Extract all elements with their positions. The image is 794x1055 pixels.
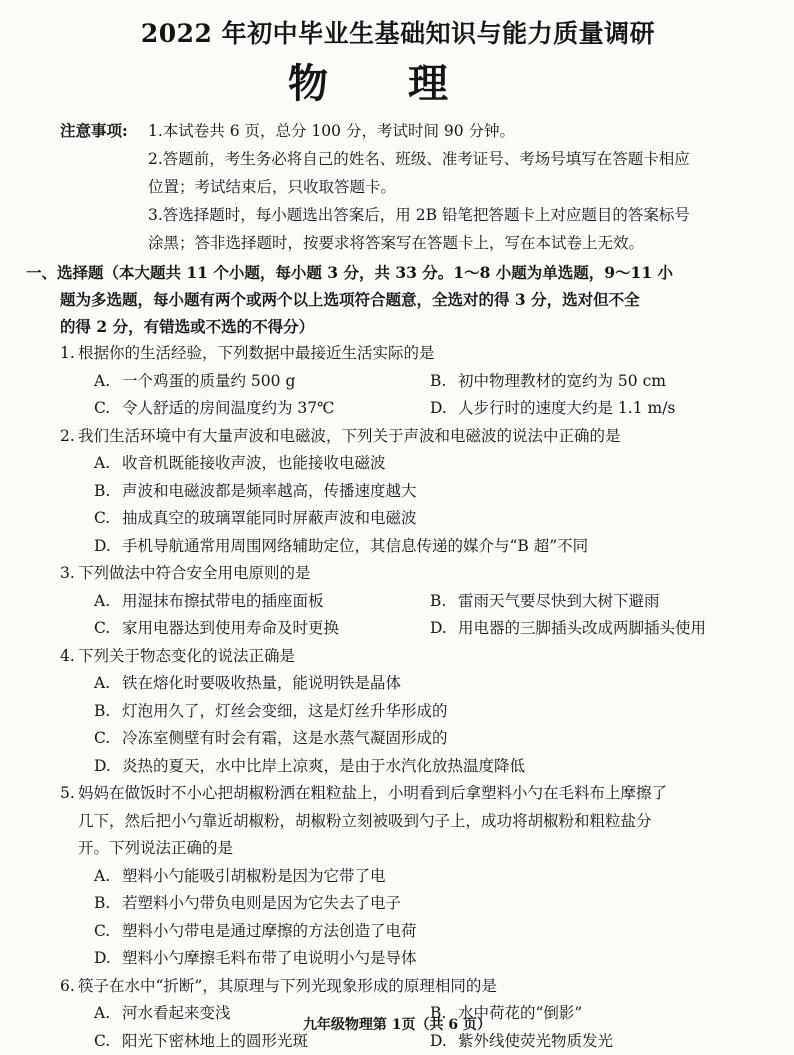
question-5 xyxy=(60,780,766,973)
option-d: D. 手机导航通常用周围网络辅助定位，其信息传递的媒介与“B 超”不同 xyxy=(94,533,766,561)
question-stem-continued: 开。下列说法正确的是 xyxy=(60,835,766,863)
option-a: A. 铁在熔化时要吸收热量，能说明铁是晶体 xyxy=(94,670,766,698)
question-stem: 我们生活环境中有大量声波和电磁波，下列关于声波和电磁波的说法中正确的是 xyxy=(78,423,766,451)
question-number: 1. xyxy=(60,340,78,368)
question-stem: 根据你的生活经验，下列数据中最接近生活实际的是 xyxy=(78,340,766,368)
section-line-3: 的得 2 分，有错选或不选的不得分） xyxy=(60,313,766,340)
option-d: D. 用电器的三脚插头改成两脚插头使用 xyxy=(430,615,766,643)
question-stem-continued: 几下，然后把小勺靠近胡椒粉，胡椒粉立刻被吸到勺子上，成功将胡椒粉和粗粒盐分 xyxy=(60,808,766,836)
option-b: B. 声波和电磁波都是频率越高，传播速度越大 xyxy=(94,478,766,506)
option-c: C. 冷冻室侧壁有时会有霜，这是水蒸气凝固形成的 xyxy=(94,725,766,753)
question-1 xyxy=(60,340,766,423)
option-b: B. 雷雨天气要尽快到大树下避雨 xyxy=(430,588,766,616)
section-heading xyxy=(60,259,766,340)
option-d: D. 炎热的夏天，水中比岸上凉爽，是由于水汽化放热温度降低 xyxy=(94,753,766,781)
question-2 xyxy=(60,423,766,561)
notice-item-3-line-1: 3.答选择题时，每小题选出答案后，用 2B 铅笔把答题卡上对应题目的答案标号 xyxy=(60,201,766,229)
question-stem: 下列关于物态变化的说法正确是 xyxy=(78,643,766,671)
notice-item-2-line-1: 2.答题前，考生务必将自己的姓名、班级、准考证号、考场号填写在答题卡相应 xyxy=(60,145,766,173)
option-a: A. 收音机既能接收声波，也能接收电磁波 xyxy=(94,450,766,478)
question-stem: 妈妈在做饭时不小心把胡椒粉洒在粗粒盐上，小明看到后拿塑料小勺在毛料布上摩擦了 xyxy=(78,780,766,808)
section-line-2: 题为多选题，每小题有两个或两个以上选项符合题意，全选对的得 3 分，选对但不全 xyxy=(60,286,766,313)
notice-block xyxy=(60,117,766,257)
subject-title: 物理 xyxy=(50,52,766,109)
option-c: C. 阳光下密林地上的圆形光斑 xyxy=(94,1028,430,1055)
option-b: B. 水中荷花的“倒影” xyxy=(430,1000,766,1028)
option-b: B. 灯泡用久了，灯丝会变细，这是灯丝升华形成的 xyxy=(94,698,766,726)
question-number: 2. xyxy=(60,423,78,451)
option-b: B. 初中物理教材的宽约为 50 cm xyxy=(430,368,766,396)
question-4 xyxy=(60,643,766,781)
section-line-1: 一、选择题（本大题共 11 个小题，每小题 3 分，共 33 分。1～8 小题为单选题，9～11 小 xyxy=(26,259,766,286)
option-a: A. 一个鸡蛋的质量约 500 g xyxy=(94,368,430,396)
option-d: D. 紫外线使荧光物质发光 xyxy=(430,1028,766,1055)
notice-item-1: 1.本试卷共 6 页，总分 100 分，考试时间 90 分钟。 xyxy=(148,117,766,145)
option-d: D. 人步行时的速度大约是 1.1 m/s xyxy=(430,395,766,423)
notice-label: 注意事项: xyxy=(60,117,148,145)
option-a: A. 用湿抹布擦拭带电的插座面板 xyxy=(94,588,430,616)
option-c: C. 抽成真空的玻璃罩能同时屏蔽声波和电磁波 xyxy=(94,505,766,533)
exam-title: 2022 年初中毕业生基础知识与能力质量调研 xyxy=(30,14,766,50)
option-c: C. 塑料小勺带电是通过摩擦的方法创造了电荷 xyxy=(94,918,766,946)
option-c: C. 家用电器达到使用寿命及时更换 xyxy=(94,615,430,643)
notice-item-3-line-2: 涂黑；答非选择题时，按要求将答案写在答题卡上，写在本试卷上无效。 xyxy=(60,229,766,257)
option-c: C. 令人舒适的房间温度约为 37℃ xyxy=(94,395,430,423)
option-a: A. 塑料小勺能吸引胡椒粉是因为它带了电 xyxy=(94,863,766,891)
option-a: A. 河水看起来变浅 xyxy=(94,1000,430,1028)
question-stem: 下列做法中符合安全用电原则的是 xyxy=(78,560,766,588)
question-3 xyxy=(60,560,766,643)
question-stem: 筷子在水中“折断”，其原理与下列光现象形成的原理相同的是 xyxy=(78,973,766,1001)
option-b: B. 若塑料小勺带负电则是因为它失去了电子 xyxy=(94,890,766,918)
notice-item-2-line-2: 位置；考试结束后，只收取答题卡。 xyxy=(60,173,766,201)
question-number: 3. xyxy=(60,560,78,588)
question-number: 6. xyxy=(60,973,78,1001)
question-number: 5. xyxy=(60,780,78,808)
question-number: 4. xyxy=(60,643,78,671)
page-footer: 九年级物理第 1页（共 6 页） xyxy=(0,1014,794,1034)
option-d: D. 塑料小勺摩擦毛料布带了电说明小勺是导体 xyxy=(94,945,766,973)
